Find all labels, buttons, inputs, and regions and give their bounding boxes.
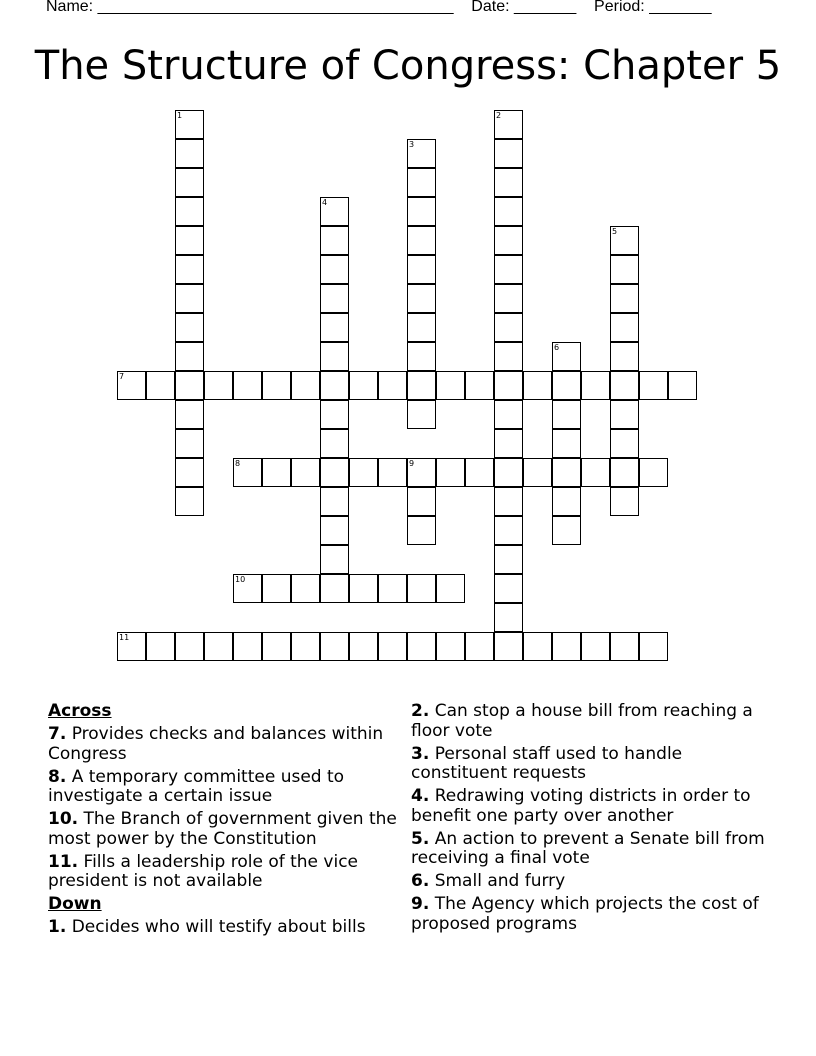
down-clue-1: 1. Decides who will testify about bills bbox=[48, 916, 366, 937]
crossword-cell[interactable] bbox=[175, 284, 204, 313]
crossword-cell[interactable] bbox=[233, 574, 262, 603]
crossword-cell[interactable] bbox=[610, 632, 639, 661]
crossword-cell[interactable] bbox=[320, 487, 349, 516]
crossword-cell[interactable] bbox=[175, 400, 204, 429]
crossword-cell[interactable] bbox=[610, 429, 639, 458]
crossword-cell[interactable] bbox=[175, 255, 204, 284]
crossword-cell[interactable] bbox=[436, 458, 465, 487]
crossword-cell[interactable] bbox=[494, 458, 523, 487]
crossword-cell[interactable] bbox=[320, 342, 349, 371]
crossword-cell[interactable] bbox=[378, 632, 407, 661]
clue-number: 3 bbox=[409, 140, 415, 149]
crossword-cell[interactable] bbox=[494, 603, 523, 632]
clues-left-column bbox=[48, 702, 398, 937]
crossword-cell[interactable] bbox=[552, 342, 581, 371]
crossword-cell[interactable] bbox=[320, 574, 349, 603]
crossword-cell[interactable] bbox=[262, 371, 291, 400]
crossword-cell[interactable] bbox=[175, 458, 204, 487]
crossword-cell[interactable] bbox=[349, 458, 378, 487]
crossword-cell[interactable] bbox=[465, 371, 494, 400]
crossword-cell[interactable] bbox=[407, 632, 436, 661]
crossword-cell[interactable] bbox=[494, 168, 523, 197]
crossword-cell[interactable] bbox=[465, 458, 494, 487]
crossword-cell[interactable] bbox=[494, 545, 523, 574]
across-clue-11: 11. Fills a leadership role of the vice president is not available bbox=[48, 851, 358, 891]
down-clue-2: 2. Can stop a house bill from reaching a floor vote bbox=[411, 701, 753, 741]
crossword-cell[interactable] bbox=[610, 226, 639, 255]
down-clue-4: 4. Redrawing voting districts in order to benefit one party over another bbox=[411, 786, 751, 826]
crossword-cell[interactable] bbox=[320, 429, 349, 458]
crossword-cell[interactable] bbox=[494, 429, 523, 458]
crossword-cell[interactable] bbox=[175, 632, 204, 661]
crossword-cell[interactable] bbox=[610, 487, 639, 516]
crossword-cell[interactable] bbox=[494, 371, 523, 400]
crossword-cell[interactable] bbox=[494, 487, 523, 516]
clue-number: 2 bbox=[496, 111, 502, 120]
crossword-cell[interactable] bbox=[610, 284, 639, 313]
crossword-cell[interactable] bbox=[146, 371, 175, 400]
crossword-cell[interactable] bbox=[175, 313, 204, 342]
crossword-cell[interactable] bbox=[349, 574, 378, 603]
clue-number: 7 bbox=[119, 372, 125, 381]
crossword-cell[interactable] bbox=[581, 632, 610, 661]
down-clue-5: 5. An action to prevent a Senate bill from receiving a final vote bbox=[411, 828, 765, 868]
crossword-cell[interactable] bbox=[407, 342, 436, 371]
crossword-cell[interactable] bbox=[262, 632, 291, 661]
crossword-cell[interactable] bbox=[610, 400, 639, 429]
crossword-cell[interactable] bbox=[378, 458, 407, 487]
clue-number: 6 bbox=[554, 343, 560, 352]
crossword-cell[interactable] bbox=[639, 371, 668, 400]
crossword-cell[interactable] bbox=[175, 139, 204, 168]
crossword-cell[interactable] bbox=[407, 574, 436, 603]
crossword-cell[interactable] bbox=[494, 574, 523, 603]
crossword-cell[interactable] bbox=[494, 197, 523, 226]
crossword-cell[interactable] bbox=[639, 632, 668, 661]
crossword-cell[interactable] bbox=[407, 168, 436, 197]
crossword-cell[interactable] bbox=[552, 516, 581, 545]
crossword-cell[interactable] bbox=[407, 197, 436, 226]
crossword-cell[interactable] bbox=[320, 458, 349, 487]
crossword-cell[interactable] bbox=[291, 574, 320, 603]
crossword-cell[interactable] bbox=[262, 458, 291, 487]
clue-number: 11 bbox=[119, 633, 130, 642]
crossword-cell[interactable] bbox=[320, 545, 349, 574]
across-clue-10: 10. The Branch of government given the most power by the Constitution bbox=[48, 809, 397, 849]
crossword-cell[interactable] bbox=[436, 574, 465, 603]
crossword-cell[interactable] bbox=[291, 632, 320, 661]
crossword-cell[interactable] bbox=[407, 516, 436, 545]
crossword-cell[interactable] bbox=[175, 487, 204, 516]
crossword-cell[interactable] bbox=[262, 574, 291, 603]
crossword-cell[interactable] bbox=[320, 632, 349, 661]
crossword-cell[interactable] bbox=[407, 255, 436, 284]
crossword-cell[interactable] bbox=[407, 139, 436, 168]
crossword-cell[interactable] bbox=[668, 371, 697, 400]
crossword-cell[interactable] bbox=[175, 342, 204, 371]
crossword-cell[interactable] bbox=[349, 371, 378, 400]
crossword-cell[interactable] bbox=[407, 226, 436, 255]
crossword-cell[interactable] bbox=[320, 516, 349, 545]
crossword-cell[interactable] bbox=[523, 371, 552, 400]
crossword-cell[interactable] bbox=[146, 632, 175, 661]
crossword-cell[interactable] bbox=[436, 371, 465, 400]
across-clue-7: 7. Provides checks and balances within Congress bbox=[48, 724, 384, 764]
clues-right-column bbox=[411, 702, 771, 934]
crossword-cell[interactable] bbox=[552, 632, 581, 661]
crossword-cell[interactable] bbox=[175, 371, 204, 400]
crossword-cell[interactable] bbox=[175, 197, 204, 226]
crossword-cell[interactable] bbox=[175, 110, 204, 139]
clue-number: 10 bbox=[235, 575, 246, 584]
crossword-cell[interactable] bbox=[291, 458, 320, 487]
clue-number: 1 bbox=[177, 111, 183, 120]
crossword-cell[interactable] bbox=[494, 139, 523, 168]
crossword-cell[interactable] bbox=[494, 632, 523, 661]
page-title: The Structure of Congress: Chapter 5 bbox=[34, 43, 782, 89]
down-clue-9: 9. The Agency which projects the cost of proposed programs bbox=[411, 894, 759, 934]
crossword-cell[interactable] bbox=[552, 371, 581, 400]
across-heading: Across bbox=[48, 701, 112, 721]
clue-number: 8 bbox=[235, 459, 241, 468]
crossword-cell[interactable] bbox=[378, 371, 407, 400]
crossword-cell[interactable] bbox=[581, 458, 610, 487]
crossword-cell[interactable] bbox=[639, 458, 668, 487]
down-clue-3: 3. Personal staff used to handle constituent requests bbox=[411, 743, 683, 783]
crossword-cell[interactable] bbox=[407, 400, 436, 429]
crossword-cell[interactable] bbox=[494, 516, 523, 545]
crossword-cell[interactable] bbox=[407, 371, 436, 400]
crossword-cell[interactable] bbox=[291, 371, 320, 400]
crossword-cell[interactable] bbox=[233, 632, 262, 661]
crossword-cell[interactable] bbox=[552, 487, 581, 516]
crossword-cell[interactable] bbox=[349, 632, 378, 661]
crossword-cell[interactable] bbox=[320, 400, 349, 429]
down-heading: Down bbox=[48, 893, 102, 914]
crossword-cell[interactable] bbox=[117, 632, 146, 661]
crossword-cell[interactable] bbox=[552, 458, 581, 487]
crossword-cell[interactable] bbox=[494, 284, 523, 313]
crossword-cell[interactable] bbox=[407, 284, 436, 313]
crossword-cell[interactable] bbox=[610, 255, 639, 284]
crossword-cell[interactable] bbox=[204, 632, 233, 661]
crossword-cell[interactable] bbox=[320, 371, 349, 400]
down-clue-6: 6. Small and furry bbox=[411, 871, 566, 891]
crossword-cell[interactable] bbox=[581, 371, 610, 400]
crossword-cell[interactable] bbox=[233, 371, 262, 400]
crossword-cell[interactable] bbox=[407, 487, 436, 516]
crossword-cell[interactable] bbox=[436, 632, 465, 661]
crossword-cell[interactable] bbox=[610, 313, 639, 342]
crossword-cell[interactable] bbox=[465, 632, 494, 661]
crossword-cell[interactable] bbox=[494, 313, 523, 342]
crossword-cell[interactable] bbox=[552, 429, 581, 458]
crossword-cell[interactable] bbox=[552, 400, 581, 429]
crossword-cell[interactable] bbox=[320, 255, 349, 284]
crossword-cell[interactable] bbox=[523, 632, 552, 661]
crossword-cell[interactable] bbox=[320, 226, 349, 255]
crossword-cell[interactable] bbox=[407, 458, 436, 487]
crossword-cell[interactable] bbox=[117, 371, 146, 400]
crossword-cell[interactable] bbox=[523, 458, 552, 487]
clue-number: 5 bbox=[612, 227, 618, 236]
crossword-cell[interactable] bbox=[407, 313, 436, 342]
crossword-cell[interactable] bbox=[494, 255, 523, 284]
crossword-cell[interactable] bbox=[320, 284, 349, 313]
crossword-cell[interactable] bbox=[204, 371, 233, 400]
crossword-cell[interactable] bbox=[378, 574, 407, 603]
crossword-cell[interactable] bbox=[610, 371, 639, 400]
crossword-cell[interactable] bbox=[175, 168, 204, 197]
crossword-cell[interactable] bbox=[320, 313, 349, 342]
crossword-cell[interactable] bbox=[494, 110, 523, 139]
crossword-cell[interactable] bbox=[494, 226, 523, 255]
crossword-cell[interactable] bbox=[610, 342, 639, 371]
crossword-cell[interactable] bbox=[610, 458, 639, 487]
crossword-cell[interactable] bbox=[233, 458, 262, 487]
clue-number: 9 bbox=[409, 459, 415, 468]
crossword-cell[interactable] bbox=[320, 197, 349, 226]
name-date-period-line: Name: ________________________________________ Date: _______ Period: _______ bbox=[46, 0, 712, 15]
crossword-cell[interactable] bbox=[175, 429, 204, 458]
across-clue-8: 8. A temporary committee used to investigate a certain issue bbox=[48, 766, 345, 806]
crossword-cell[interactable] bbox=[175, 226, 204, 255]
clue-number: 4 bbox=[322, 198, 328, 207]
crossword-cell[interactable] bbox=[494, 342, 523, 371]
crossword-cell[interactable] bbox=[494, 400, 523, 429]
